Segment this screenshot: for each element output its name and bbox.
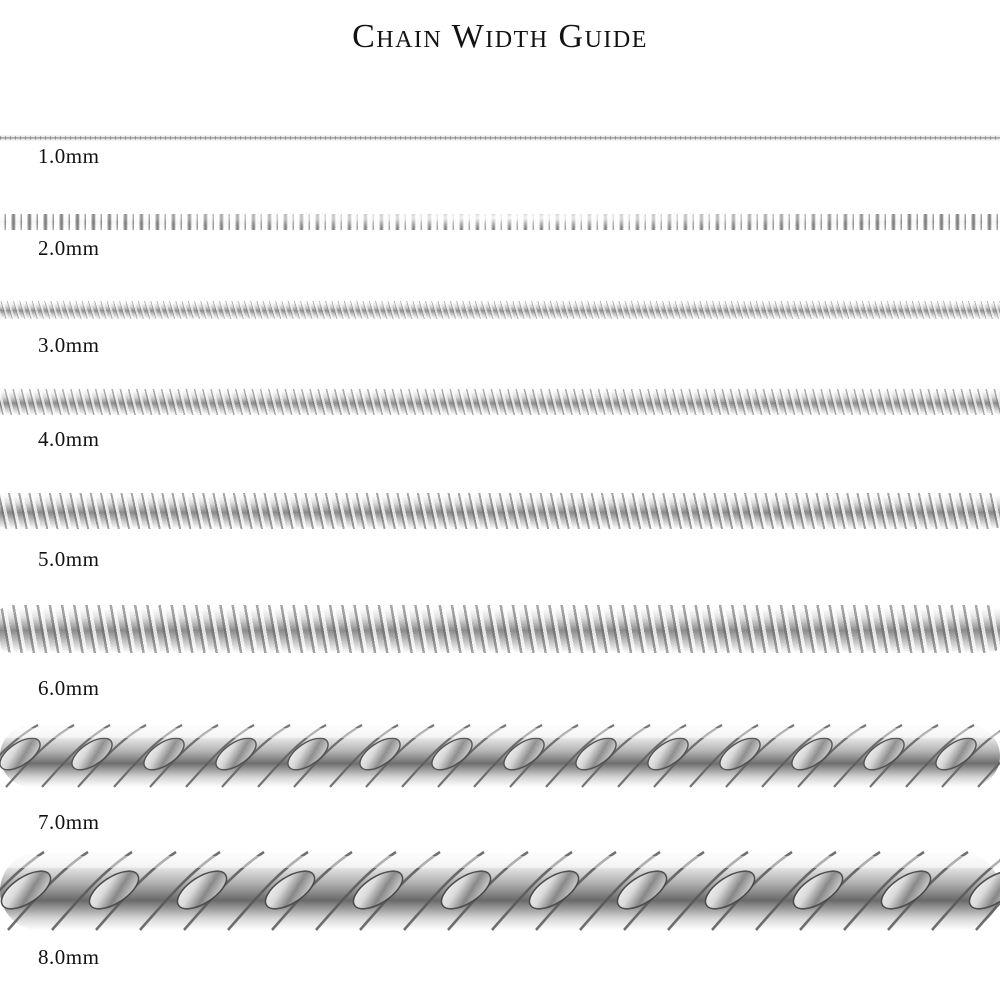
chain-sample-1-0mm xyxy=(0,120,1000,156)
chain-label-1-0mm: 1.0mm xyxy=(38,144,100,168)
chain-sample-2-0mm xyxy=(0,200,1000,244)
chain-sample-6-0mm xyxy=(0,592,1000,666)
chain-graphic xyxy=(0,376,1000,428)
chain-graphic xyxy=(0,480,1000,542)
chain-graphic xyxy=(0,200,1000,244)
chain-texture xyxy=(0,493,1000,529)
chain-label-2-0mm: 2.0mm xyxy=(38,236,100,260)
chain-label-3-0mm: 3.0mm xyxy=(38,333,100,357)
chain-sample-5-0mm xyxy=(0,480,1000,542)
chain-label-8-0mm: 8.0mm xyxy=(38,945,100,969)
chain-texture xyxy=(0,301,1000,319)
chain-graphic xyxy=(0,288,1000,332)
chain-graphic xyxy=(0,592,1000,666)
page-title: Chain Width Guide xyxy=(352,18,648,55)
chain-sample-4-0mm xyxy=(0,376,1000,428)
chain-texture xyxy=(0,605,1000,653)
chain-texture xyxy=(0,389,1000,415)
chain-sample-3-0mm xyxy=(0,288,1000,332)
chain-label-5-0mm: 5.0mm xyxy=(38,547,100,571)
chain-texture xyxy=(0,136,1000,140)
chain-sample-8-0mm xyxy=(0,840,1000,942)
chain-label-4-0mm: 4.0mm xyxy=(38,427,100,451)
chain-highlight xyxy=(0,214,1000,230)
chain-graphic xyxy=(0,712,1000,800)
chain-graphic xyxy=(0,120,1000,156)
chain-label-7-0mm: 7.0mm xyxy=(38,810,100,834)
chain-label-6-0mm: 6.0mm xyxy=(38,676,100,700)
chain-graphic xyxy=(0,840,1000,942)
chain-sample-7-0mm xyxy=(0,712,1000,800)
